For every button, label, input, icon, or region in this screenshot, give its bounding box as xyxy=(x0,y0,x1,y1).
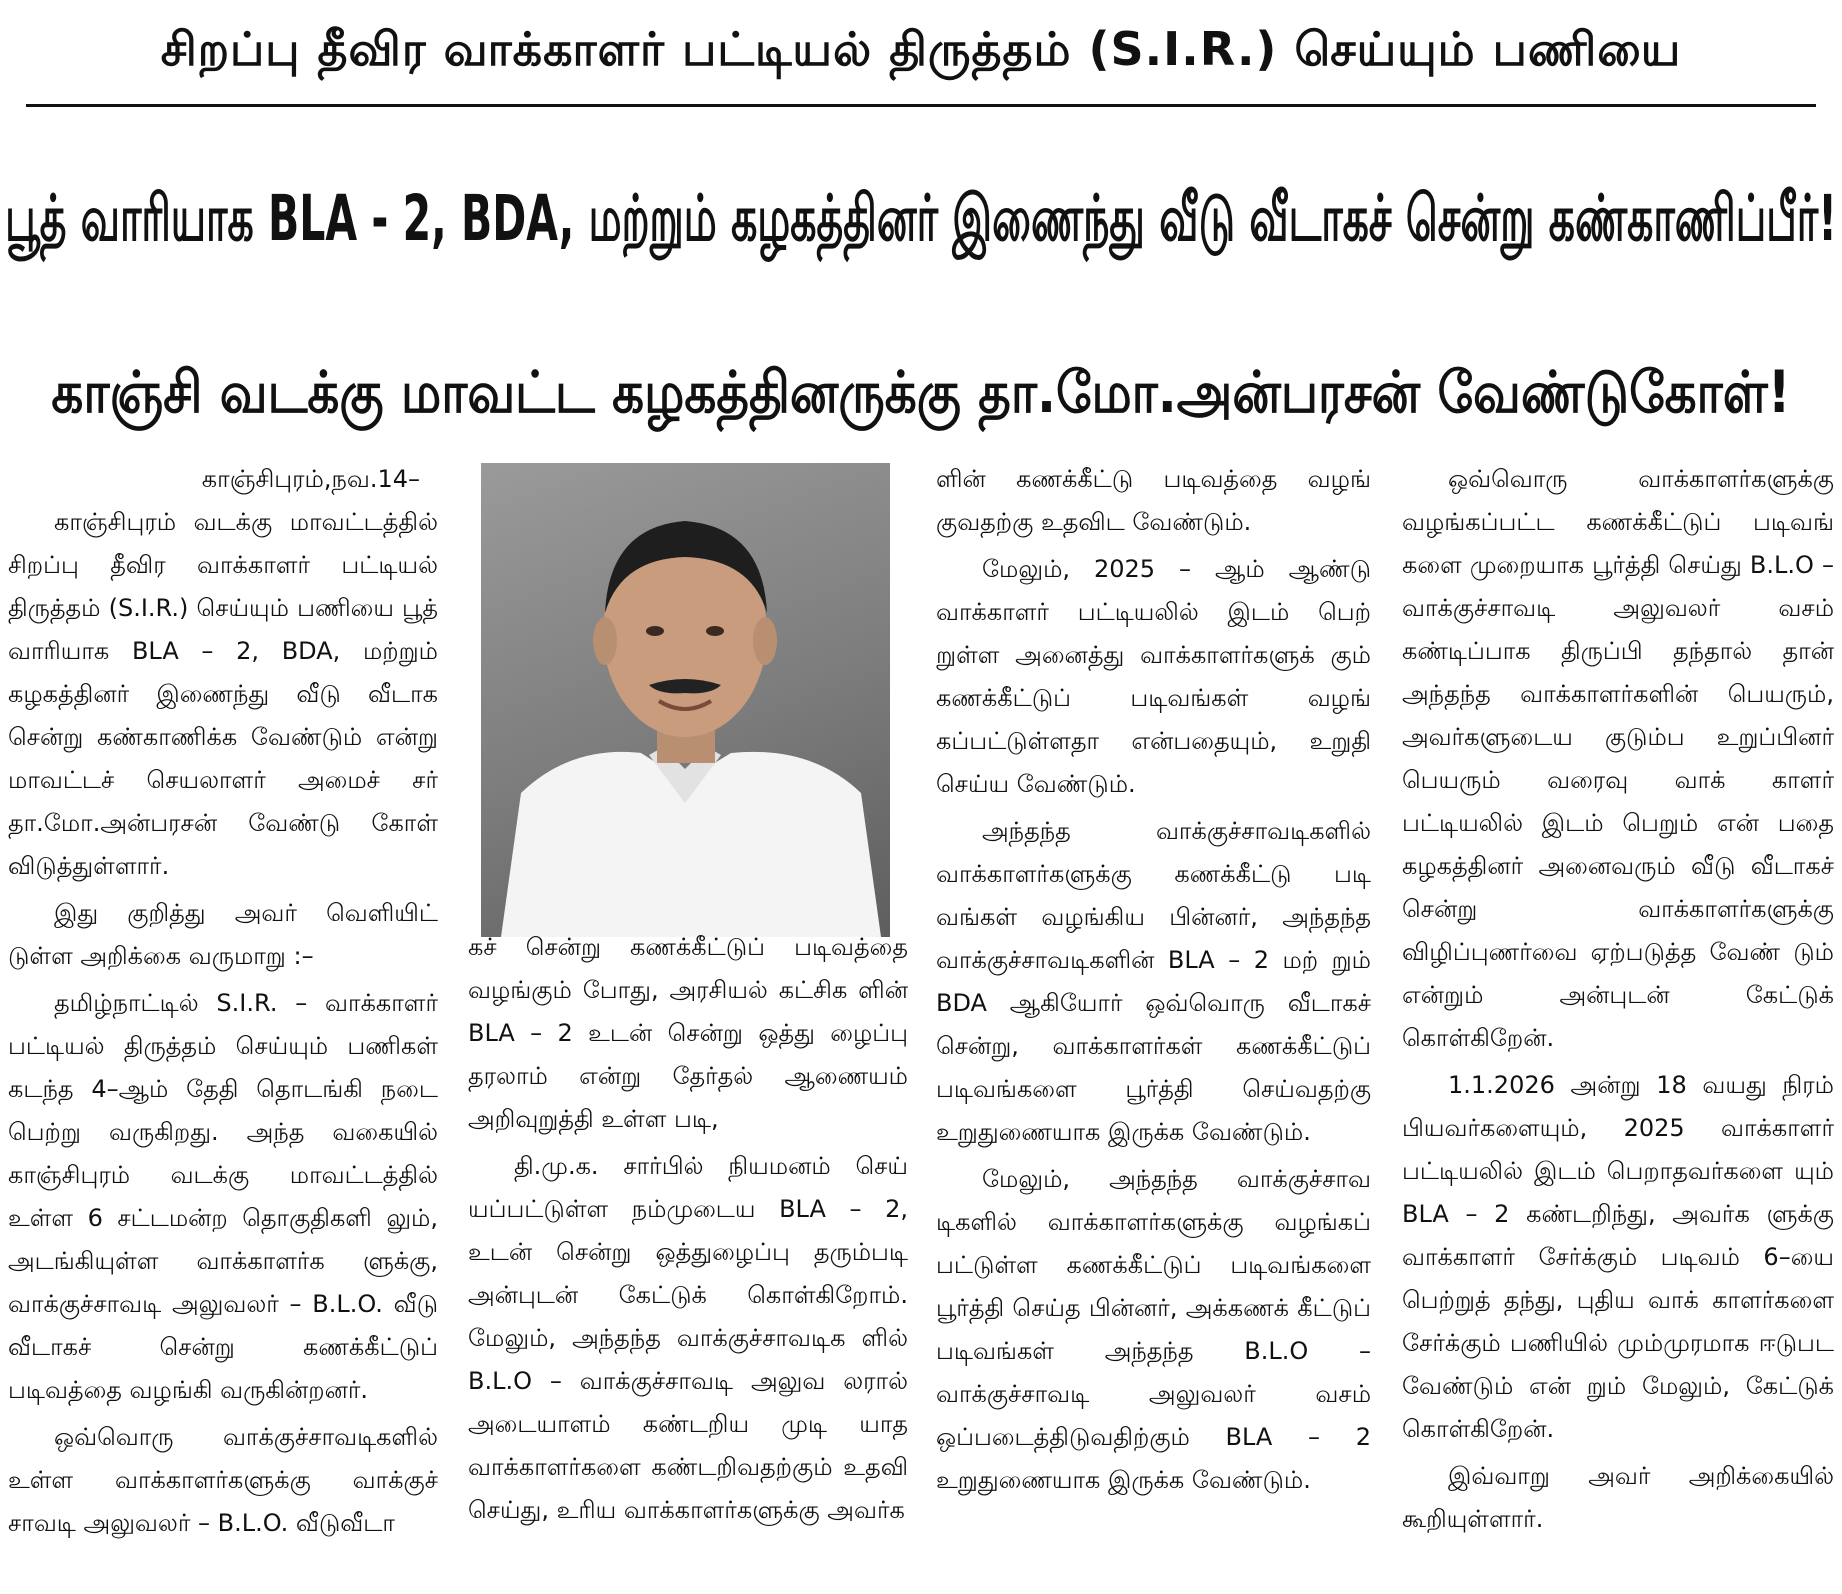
paragraph: மேலும், அந்தந்த வாக்குச்சாவ டிகளில் வாக்காளர்களுக்கு வழங்கப் பட்டுள்ள கணக்கீட்டுப் படிவங்களை பூர்த்தி செய்த பின்னர், அக்கணக் கீட்டுப் படிவங்கள் அந்தந்த B.L.O – வாக்குச்சாவடி அலுவலர் வசம் ஒப்படைத்திடுவதிற்கும் BLA – 2 உறுதுணையாக இருக்க வேண்டும். xyxy=(936,1165,1371,1494)
paragraph: ஒவ்வொரு வாக்காளர்களுக்கு வழங்கப்பட்ட கணக்கீட்டுப் படிவங் களை முறையாக பூர்த்தி செய்து B.L.O – வாக்குச்சாவடி அலுவலர் வசம் கண்டிப்பாக திருப்பி தந்தால் தான் அந்தந்த வாக்காளர்களின் பெயரும், அவர்களுடைய குடும்ப உறுப்பினர் பெயரும் வரைவு வாக் காளர் பட்டியலில் இடம் பெறும் என் பதை கழகத்தினர் அனைவரும் வீடு வீடாகச் சென்று வாக்காளர்களுக்கு விழிப்புணர்வை ஏற்படுத்த வேண் டும் என்றும் அன்புடன் கேட்டுக் கொள்கிறேன். xyxy=(1402,465,1834,1052)
main-headline: பூத் வாரியாக BLA - 2, BDA, மற்றும் கழகத்தினர் இணைந்து வீடு வீடாகச் சென்று கண்காணிப்பீர்! xyxy=(5,181,1837,256)
portrait-illustration xyxy=(481,463,890,937)
paragraph: அந்தந்த வாக்குச்சாவடிகளில் வாக்காளர்களுக்கு கணக்கீட்டு படி வங்கள் வழங்கிய பின்னர், அந்தந்த வாக்குச்சாவடிகளின் BLA – 2 மற் றும் BDA ஆகியோர் ஒவ்வொரு வீடாகச் சென்று, வாக்காளர்கள் கணக்கீட்டுப் படிவங்களை பூர்த்தி செய்வதற்கு உறுதுணையாக இருக்க வேண்டும். xyxy=(936,817,1371,1146)
kicker-headline: சிறப்பு தீவிர வாக்காளர் பட்டியல் திருத்தம் (S.I.R.) செய்யும் பணியை xyxy=(160,21,1682,76)
article-column-3 xyxy=(936,458,1371,1594)
paragraph: தமிழ்நாட்டில் S.I.R. – வாக்காளர் பட்டியல் திருத்தம் செய்யும் பணிகள் கடந்த 4–ஆம் தேதி தொடங்கி நடை பெற்று வருகிறது. அந்த வகையில் காஞ்சிபுரம் வடக்கு மாவட்டத்தில் உள்ள 6 சட்டமன்ற தொகுதிகளி லும், அடங்கியுள்ள வாக்காளர்க ளுக்கு, வாக்குச்சாவடி அலுவலர் – B.L.O. வீடு வீடாகச் சென்று கணக்கீட்டுப் படிவத்தை வழங்கி வருகின்றனர். xyxy=(8,989,438,1404)
article-column-2 xyxy=(468,926,908,1594)
paragraph: கச் சென்று கணக்கீட்டுப் படிவத்தை வழங்கும் போது, அரசியல் கட்சிக ளின் BLA – 2 உடன் சென்று ஒத்து ழைப்பு தரலாம் என்று தேர்தல் ஆணையம் அறிவுறுத்தி உள்ள படி, xyxy=(468,933,908,1133)
portrait-photo xyxy=(481,463,890,937)
paragraph: 1.1.2026 அன்று 18 வயது நிரம் பியவர்களையும், 2025 வாக்காளர் பட்டியலில் இடம் பெறாதவர்களை யும் BLA – 2 கண்டறிந்து, அவர்க ளுக்கு வாக்காளர் சேர்க்கும் படிவம் 6–யை பெற்றுத் தந்து, புதிய வாக் காளர்களை சேர்க்கும் பணியில் மும்முரமாக ஈடுபட வேண்டும் என் றும் மேலும், கேட்டுக் கொள்கிறேன். xyxy=(1402,1071,1834,1443)
sub-headline: காஞ்சி வடக்கு மாவட்ட கழகத்தினருக்கு தா.மோ.அன்பரசன் வேண்டுகோள்! xyxy=(51,358,1791,426)
paragraph: ஒவ்வொரு வாக்குச்சாவடிகளில் உள்ள வாக்காளர்களுக்கு வாக்குச் சாவடி அலுவலர் – B.L.O. வீடுவீடா xyxy=(8,1423,438,1537)
paragraph: தி.மு.க. சார்பில் நியமனம் செய் யப்பட்டுள்ள நம்முடைய BLA – 2, உடன் சென்று ஒத்துழைப்பு தரும்படி அன்புடன் கேட்டுக் கொள்கிறோம். மேலும், அந்தந்த வாக்குச்சாவடிக ளில் B.L.O – வாக்குச்சாவடி அலுவ லரால் அடையாளம் கண்டறிய முடி யாத வாக்காளர்களை கண்டறிவதற்கும் உதவி செய்து, உரிய வாக்காளர்களுக்கு அவர்க xyxy=(468,1152,908,1524)
paragraph: இது குறித்து அவர் வெளியிட் டுள்ள அறிக்கை வருமாறு :– xyxy=(8,899,438,970)
paragraph: இவ்வாறு அவர் அறிக்கையில் கூறியுள்ளார். xyxy=(1402,1462,1834,1533)
article-column-4 xyxy=(1402,458,1834,1594)
article-column-1 xyxy=(8,458,438,1594)
dateline: காஞ்சிபுரம்,நவ.14– xyxy=(201,465,420,493)
paragraph: மேலும், 2025 – ஆம் ஆண்டு வாக்காளர் பட்டியலில் இடம் பெற் றுள்ள அனைத்து வாக்காளர்களுக் கும் கணக்கீட்டுப் படிவங்கள் வழங் கப்பட்டுள்ளதா என்பதையும், உறுதி செய்ய வேண்டும். xyxy=(936,555,1371,798)
paragraph: ளின் கணக்கீட்டு படிவத்தை வழங் குவதற்கு உதவிட வேண்டும். xyxy=(936,465,1371,536)
paragraph: காஞ்சிபுரம் வடக்கு மாவட்டத்தில் சிறப்பு தீவிர வாக்காளர் பட்டியல் திருத்தம் (S.I.R.) செய்யும் பணியை பூத் வாரியாக BLA – 2, BDA, மற்றும் கழகத்தினர் இணைந்து வீடு வீடாக சென்று கண்காணிக்க வேண்டும் என்று மாவட்டச் செயலாளர் அமைச் சர் தா.மோ.அன்பரசன் வேண்டு கோள் விடுத்துள்ளார். xyxy=(8,508,438,880)
